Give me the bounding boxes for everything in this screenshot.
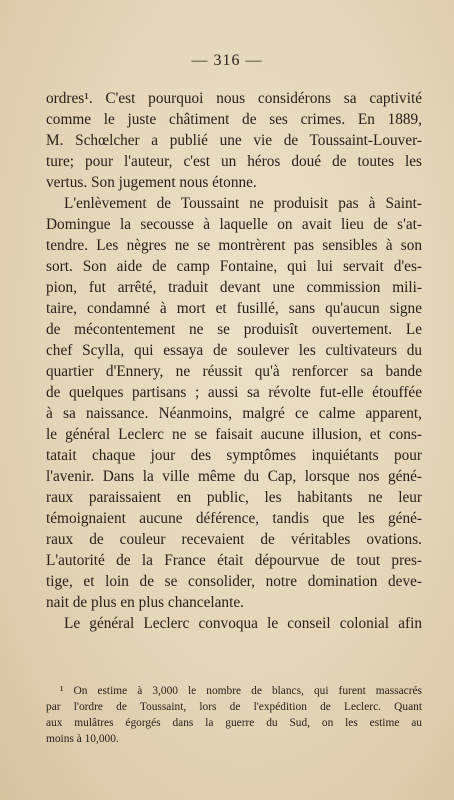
text-line: L'enlèvement de Toussaint ne produisit pas à Saint-	[64, 195, 422, 212]
text-line: chef Scylla, qui essaya de soulever les cultivateurs du	[46, 342, 422, 359]
body-text	[46, 88, 422, 634]
text-line: comme le juste châtiment de ses crimes. En 1889,	[46, 111, 422, 128]
text-line: sort. Son aide de camp Fontaine, qui lui servait d'es-	[46, 258, 422, 275]
text-line: ture; pour l'auteur, c'est un héros doué de toutes les	[46, 153, 422, 170]
text-line: raux de couleur recevaient de véritables ovations.	[46, 531, 422, 548]
text-line: Domingue la secousse à laquelle on avait lieu de s'at-	[46, 216, 422, 233]
text-line: tendre. Les nègres ne se montrèrent pas sensibles à son	[46, 237, 422, 254]
paragraph	[46, 193, 422, 613]
text-line: L'autorité de la France était dépourvue de tout pres-	[46, 552, 422, 569]
text-line: nait de plus en plus chancelante.	[46, 594, 244, 611]
text-line: pion, fut arrêté, traduit devant une commission mili-	[46, 279, 422, 296]
text-line: taire, condamné à mort et fusillé, sans qu'aucun signe	[46, 300, 422, 317]
text-line: tatait chaque jour des symptômes inquiétants pour	[46, 447, 422, 464]
page-number: — 316 —	[191, 52, 263, 69]
footnote	[46, 683, 422, 747]
text-line: M. Schœlcher a publié une vie de Toussaint-Louver-	[46, 132, 422, 149]
text-line: tige, et loin de se consolider, notre domination deve-	[46, 573, 422, 590]
text-line: de quelques partisans ; aussi sa révolte fut-elle étouffée	[46, 384, 422, 401]
footnote-line: moins à 10,000.	[46, 733, 119, 745]
paragraph	[46, 613, 422, 634]
footnote-line: aux mulâtres égorgés dans la guerre du Sud, on les estime au	[46, 717, 422, 729]
text-line: Le général Leclerc convoqua le conseil colonial afin	[64, 615, 422, 632]
text-line: raux paraissaient en public, les habitants ne leur	[46, 489, 422, 506]
text-line: vertus. Son jugement nous étonne.	[46, 174, 257, 191]
text-line: témoignaient aucune déférence, tandis que les géné-	[46, 510, 422, 527]
text-line: à sa naissance. Néanmoins, malgré ce calme apparent,	[46, 405, 422, 422]
text-line: l'avenir. Dans la ville même du Cap, lorsque nos géné-	[46, 468, 422, 485]
footnote-line: ¹ On estime à 3,000 le nombre de blancs, qui furent massacrés	[60, 685, 422, 697]
footnote-line: par l'ordre de Toussaint, lors de l'expédition de Leclerc. Quant	[46, 701, 422, 713]
text-line: quartier d'Ennery, ne réussit qu'à renforcer sa bande	[46, 363, 422, 380]
paragraph	[46, 88, 422, 193]
text-line: le général Leclerc ne se faisait aucune illusion, et cons-	[46, 426, 422, 443]
text-line: ordres¹. C'est pourquoi nous considérons sa captivité	[46, 90, 422, 107]
text-line: de mécontentement ne se produisît ouvertement. Le	[46, 321, 422, 338]
